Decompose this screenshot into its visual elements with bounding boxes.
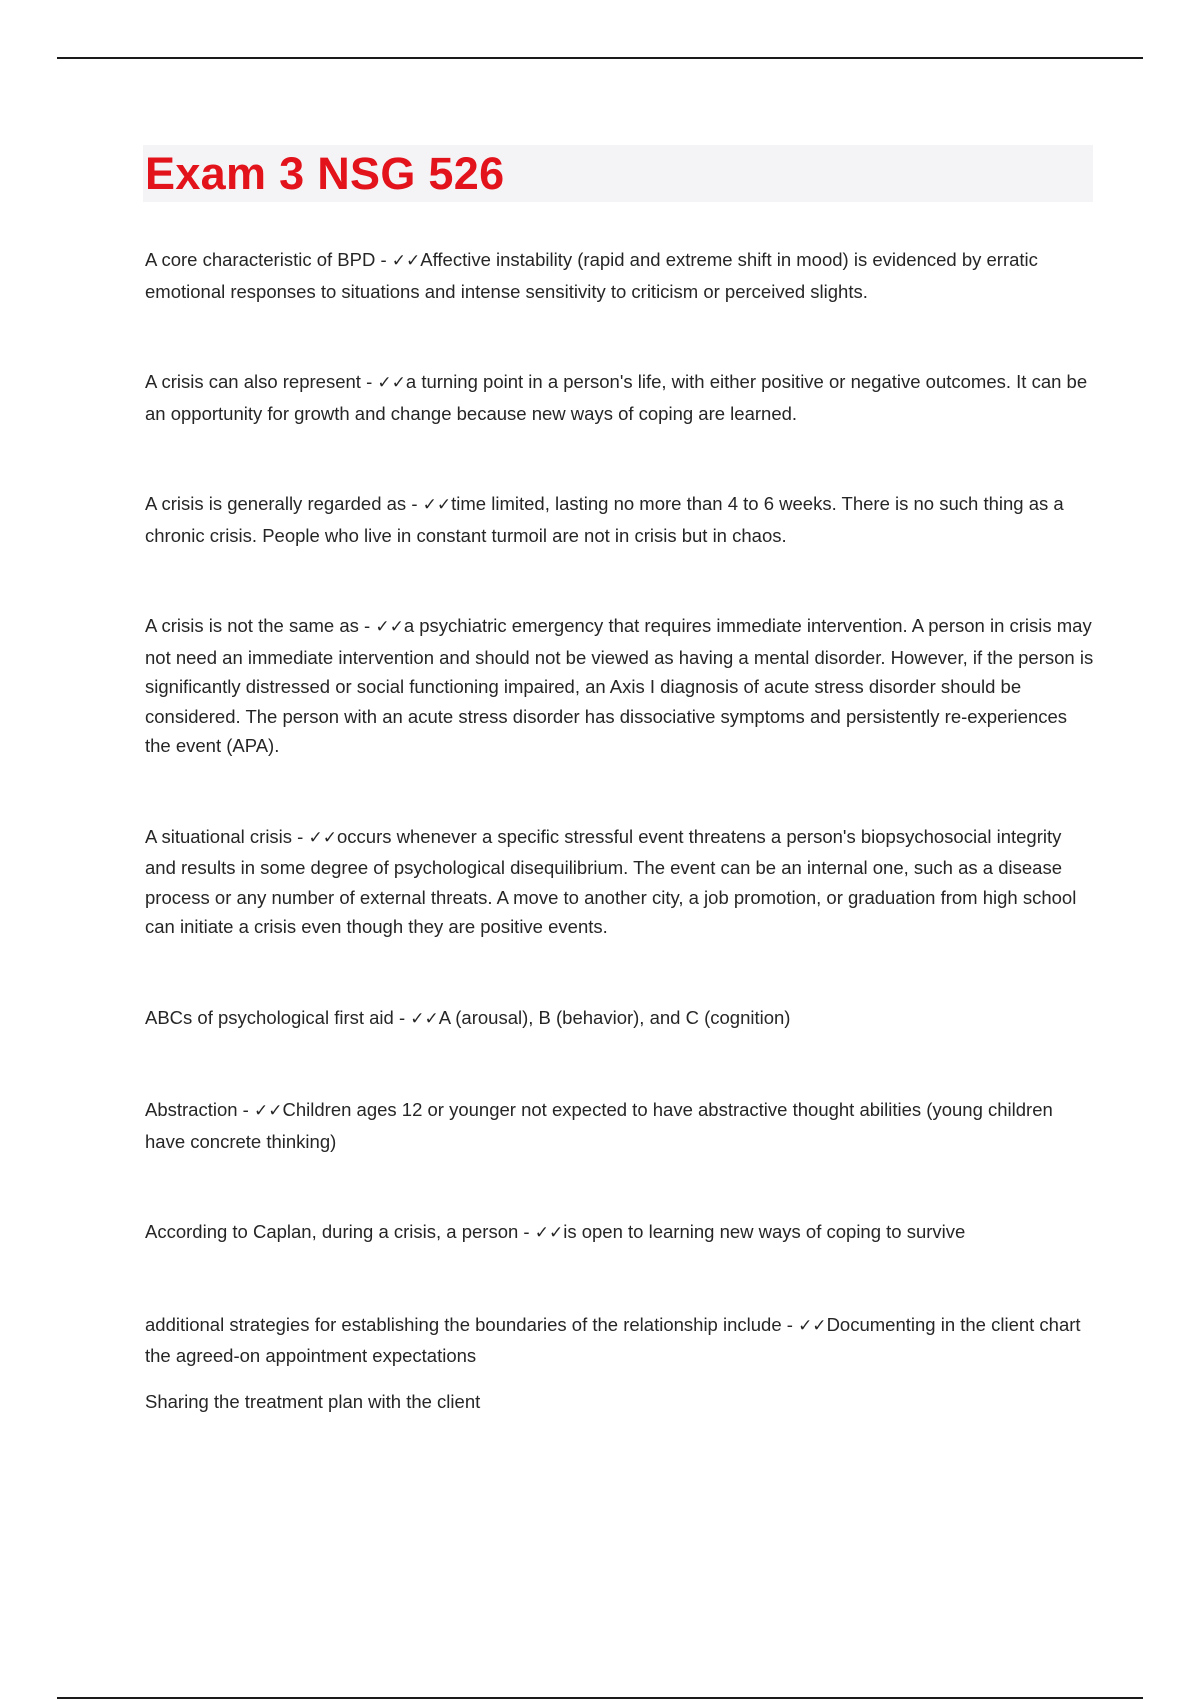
double-check-icon: ✓✓ (377, 373, 406, 393)
top-rule (57, 57, 1143, 59)
flashcard-entry (145, 611, 1095, 761)
double-check-icon: ✓✓ (391, 251, 421, 271)
entry-answer: time limited, lasting no more than 4 to 6 weeks. There is no such thing as a chronic crisis. People who live in constant turmoil are not in crisis but in chaos. (145, 493, 1064, 546)
entry-term: additional strategies for establishing the boundaries of the relationship include (145, 1313, 782, 1335)
entry-term: ABCs of psychological first aid (145, 1006, 394, 1028)
entry-text (145, 1310, 1095, 1371)
entry-answer: A (arousal), B (behavior), and C (cognition) (438, 1006, 791, 1028)
entry-text (145, 367, 1095, 428)
flashcard-list (145, 245, 1095, 1477)
entry-answer: Documenting in the client chart the agreed-on appointment expectations (145, 1313, 1081, 1366)
entry-separator: - (518, 1221, 535, 1242)
entry-separator: - (292, 825, 309, 847)
entry-separator: - (406, 493, 423, 514)
double-check-icon: ✓✓ (798, 1315, 827, 1336)
flashcard-entry (145, 1095, 1095, 1156)
entry-text (145, 822, 1095, 942)
flashcard-entry (145, 1003, 1095, 1035)
entry-text (145, 1217, 1095, 1249)
flashcard-entry (145, 1217, 1095, 1249)
entry-term: According to Caplan, during a crisis, a person (145, 1221, 519, 1242)
entry-text (145, 489, 1095, 550)
flashcard-entry (145, 489, 1095, 550)
flashcard-entry (145, 367, 1095, 428)
entry-separator: - (375, 249, 392, 270)
entry-term: A situational crisis (145, 825, 293, 847)
entry-text (145, 611, 1095, 761)
document-title: Exam 3 NSG 526 (145, 148, 505, 199)
double-check-icon: ✓✓ (308, 827, 337, 848)
entry-separator: - (781, 1313, 799, 1335)
entry-separator: - (393, 1006, 411, 1028)
entry-text (145, 1095, 1095, 1156)
entry-extra-line: Sharing the treatment plan with the client (145, 1390, 481, 1412)
double-check-icon: ✓✓ (534, 1223, 564, 1243)
double-check-icon: ✓✓ (375, 617, 404, 637)
double-check-icon: ✓✓ (422, 495, 452, 515)
flashcard-entry (145, 245, 1095, 306)
entry-answer: a turning point in a person's life, with either positive or negative outcomes. It can be an opportunity for growth and change because new ways of coping are learned. (145, 371, 1088, 424)
entry-answer: is open to learning new ways of coping to survive (563, 1221, 966, 1242)
double-check-icon: ✓✓ (254, 1101, 283, 1121)
entry-term: A crisis is generally regarded as (145, 493, 407, 514)
entry-answer: Affective instability (rapid and extreme shift in mood) is evidenced by erratic emotional responses to situations and intense sensitivity to criticism or perceived slights. (145, 249, 1038, 302)
flashcard-entry (145, 822, 1095, 942)
flashcard-entry (145, 1310, 1095, 1417)
entry-text (145, 245, 1095, 306)
entry-answer: Children ages 12 or younger not expected to have abstractive thought abilities (young children have concrete thinking) (145, 1099, 1053, 1152)
entry-text (145, 1003, 1095, 1035)
double-check-icon: ✓✓ (410, 1008, 439, 1029)
entry-separator: - (237, 1099, 254, 1120)
entry-term: A crisis is not the same as (145, 615, 359, 636)
entry-separator: - (360, 371, 378, 392)
entry-separator: - (358, 615, 376, 636)
entry-answer: occurs whenever a specific stressful event threatens a person's biopsychosocial integrity and results in some degree of psychological disequilibrium. The event can be an internal one, such as a disease process or any number of external threats. A move to another city, a job promotion, or graduation from high school can initiate a crisis even though they are positive events. (145, 825, 1077, 937)
entry-answer: a psychiatric emergency that requires immediate intervention. A person in crisis may not need an immediate intervention and should not be viewed as having a mental disorder. However, if the person is significantly distressed or social functioning impaired, an Axis I diagnosis of acute stress disorder should be considered. The person with an acute stress disorder has dissociative symptoms and persistently re-experiences the event (APA). (145, 615, 1094, 756)
entry-term: Abstraction (145, 1099, 238, 1120)
entry-term: A crisis can also represent (145, 371, 361, 392)
bottom-rule (57, 1697, 1143, 1699)
entry-term: A core characteristic of BPD (145, 249, 376, 270)
